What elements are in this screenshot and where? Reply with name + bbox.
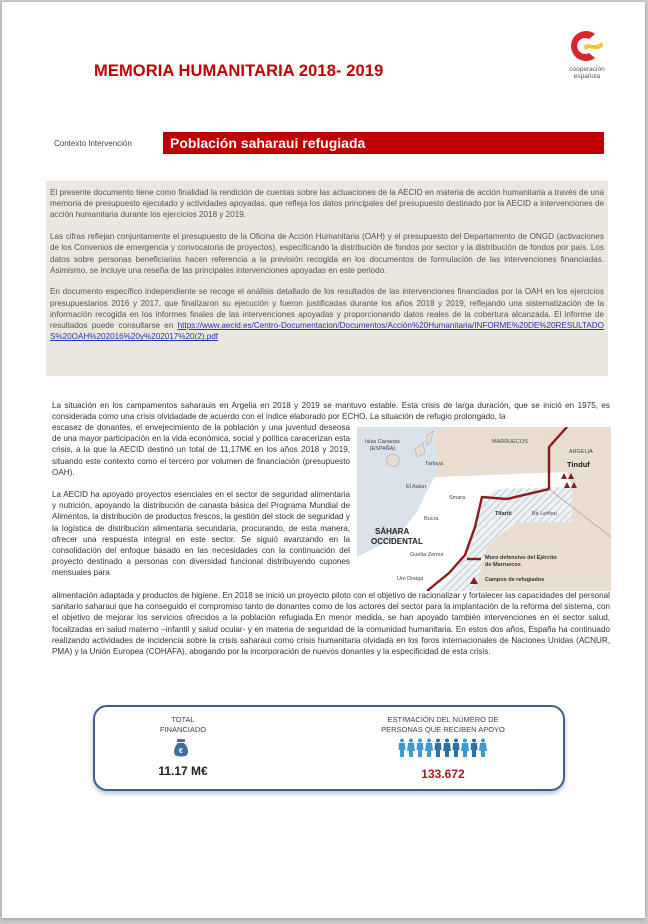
body-paragraph-2: La AECID ha apoyado proyectos esenciales en el sector de seguridad alimentaria y nutrición, apoyando la distribución de canasta básica del Programa Mundial de Alimentos, la distribución de productos frescos, la gestión del stock de seguridad y la logística de distribución alimentaria secundaria, procurando, de esta manera, ofrecer una respuesta integral en este sector. Se siguió avanzando en la consolidación del enfoque basado en las necesidades con la continuación del proyecto destinado a personas con diversidad funcional distribuyendo cupones mensuales para — [52, 490, 350, 578]
map-label-canarias: Islas Canarias (ESPAÑA) — [365, 439, 400, 452]
map-label-bucra: Bucra — [424, 516, 439, 522]
context-label: Contexto Intervención — [54, 139, 132, 148]
map-label-birlehlou: Bir Lehlou — [532, 511, 557, 517]
people-row-icon — [398, 738, 488, 758]
map-label-elaaiun: El Aaiún — [406, 484, 427, 490]
summary-box — [93, 705, 565, 791]
body-paragraph-1-top — [52, 400, 610, 422]
map-label-umdreiga: Um Dreiga — [397, 576, 424, 582]
intro-paragraph-1: El presente documento tiene como finalidad la rendición de cuentas sobre las actuaciones de la AECID en materia de acción humanitaria a través de una memoria de presupuesto ejecutado y actividades apoyadas, que refleja los datos principales del presupuesto destinado por la AECID a intervenciones de acción humanitaria durante los ejercicios 2018 y 2019. — [50, 188, 604, 220]
page-title: MEMORIA HUMANITARIA 2018- 2019 — [94, 62, 384, 80]
money-bag-euro-icon — [173, 739, 189, 757]
context-title: Población saharaui refugiada — [163, 132, 604, 154]
body-text: alimentación adaptada y productos de higiene. En 2018 se inició un proyecto piloto con el objetivo de racionalizar y fortalecer las capacidades del personal sanitario saharaui que ha conseguido el compromiso tanto de donantes como de los actores del sector para la implantación de la reforma del sistema, con el objetivo de mejorar los servicios ofrecidos a la población refugiada.En menor medida, se han apoyado también intervenciones en el sector salud, focalizadas en salud materno –infantil y salud ocular- y en materia de seguridad de la comunidad humanitaria. En estos dos años, España ha continuado realizando actividades de incidencia sobre la crisis saharaui como crisis humanitaria olvidada en los foros internacionales de Naciones Unidas (ACNUR, PMA) y la Unión Europea (COHAFA), abogando por la incorporación de nuevos donantes y la especificidad de esta crisis. — [52, 591, 610, 657]
svg-text:€: € — [179, 748, 183, 755]
map-label-sahara-occidental: SÁHARA OCCIDENTAL — [371, 527, 423, 546]
document-page — [2, 2, 645, 918]
map-label-tifariti: Tifariti — [495, 511, 512, 517]
intro-box — [46, 181, 608, 376]
results-report-link[interactable]: https://www.aecid.es/Centro-Documentacion/Documentos/Acción%20Humanitaria/INFORME%20DE%20RESULTADOS%20OAH%202016%20y%202017%20(2).pdf — [50, 321, 604, 342]
map-label-marruecos: MARRUECOS — [492, 439, 528, 445]
body-left-column — [52, 422, 350, 579]
people-value: 133.672 — [421, 767, 465, 781]
funding-label: TOTAL FINANCIADO — [159, 715, 207, 734]
funding-value: 11.17 M€ — [158, 764, 208, 778]
map-label-guelta: Guelta Zemur — [410, 552, 444, 558]
body-text: La situación en los campamentos saharauis en Argelia en 2018 y 2019 se mantuvo estable. Esta crisis de larga duración, que se inició en 1975, es considerada como una crisis olvidadade de acuerdo con el índice elaborado por ECHO. La situación de refugio prolongado, la — [52, 401, 610, 422]
intro-paragraph-3-text: En documento específico independiente se recoge el análisis detallado de los resultados de las intervenciones financiadas por la OAH en los ejercicios presupuestarios 2016 y 2017, que finalizaron su ejecución y fueron justificadas durante los años 2018 y 2019, reflejando una sistematización de la información recogida en los informes finales de las intervenciones apoyadas y proporcionando datos reales de la cobertura alcanzada. El informe de resultados puede consultarse en — [50, 287, 604, 331]
map-label-argelia: ARGELIA — [569, 449, 593, 455]
logo-c-icon — [562, 26, 612, 66]
cooperacion-espanola-logo — [562, 26, 612, 88]
body-paragraph-2-continued — [52, 590, 610, 657]
intro-paragraph-2: Las cifras reflejan conjuntamente el presupuesto de la Oficina de Acción Humanitaria (OAH) y el presupuesto del Departamento de ONGD (activaciones de los Convenios de emergencia y convocatoria de proyectos), especificando la distribución de fondos por sector y la distribución de fondos por país. Los datos sobre personas beneficiarias hacen referencia a la previsión recogida en los documentos de formulación de las intervenciones financiadas. Asimismo, se incluye una reseña de las principales intervenciones apoyadas en este periodo. — [50, 232, 604, 275]
map-legend-wall: Muro defensivo del Ejército de Marruecos — [485, 555, 557, 568]
map-label-tindouf: Tinduf — [567, 460, 590, 469]
map-label-smara: Smara — [449, 495, 466, 501]
intro-paragraph-3 — [50, 286, 604, 342]
map-legend-camps: Campos de refugiados — [485, 577, 545, 583]
people-label: ESTIMACIÓN DEL NÚMERO DE PERSONAS QUE RECIBEN APOYO — [381, 715, 505, 734]
body-paragraph-1-continued: escasez de donantes, el envejecimiento de la población y una juventud deseosa de una mayor participación en la vida económica, social y política caracerizan esta crisis, a la que la AECID destinó un total de 11,17M€ en los años 2018 y 2019, situando este contexto como el tercero por volumen de financiación (presupuesto OAH). — [52, 423, 350, 477]
logo-line-1: cooperación — [569, 66, 605, 73]
sahara-map — [357, 427, 611, 591]
map-label-tarfaya: Tarfaya — [425, 461, 444, 467]
logo-line-2: española — [573, 73, 601, 80]
